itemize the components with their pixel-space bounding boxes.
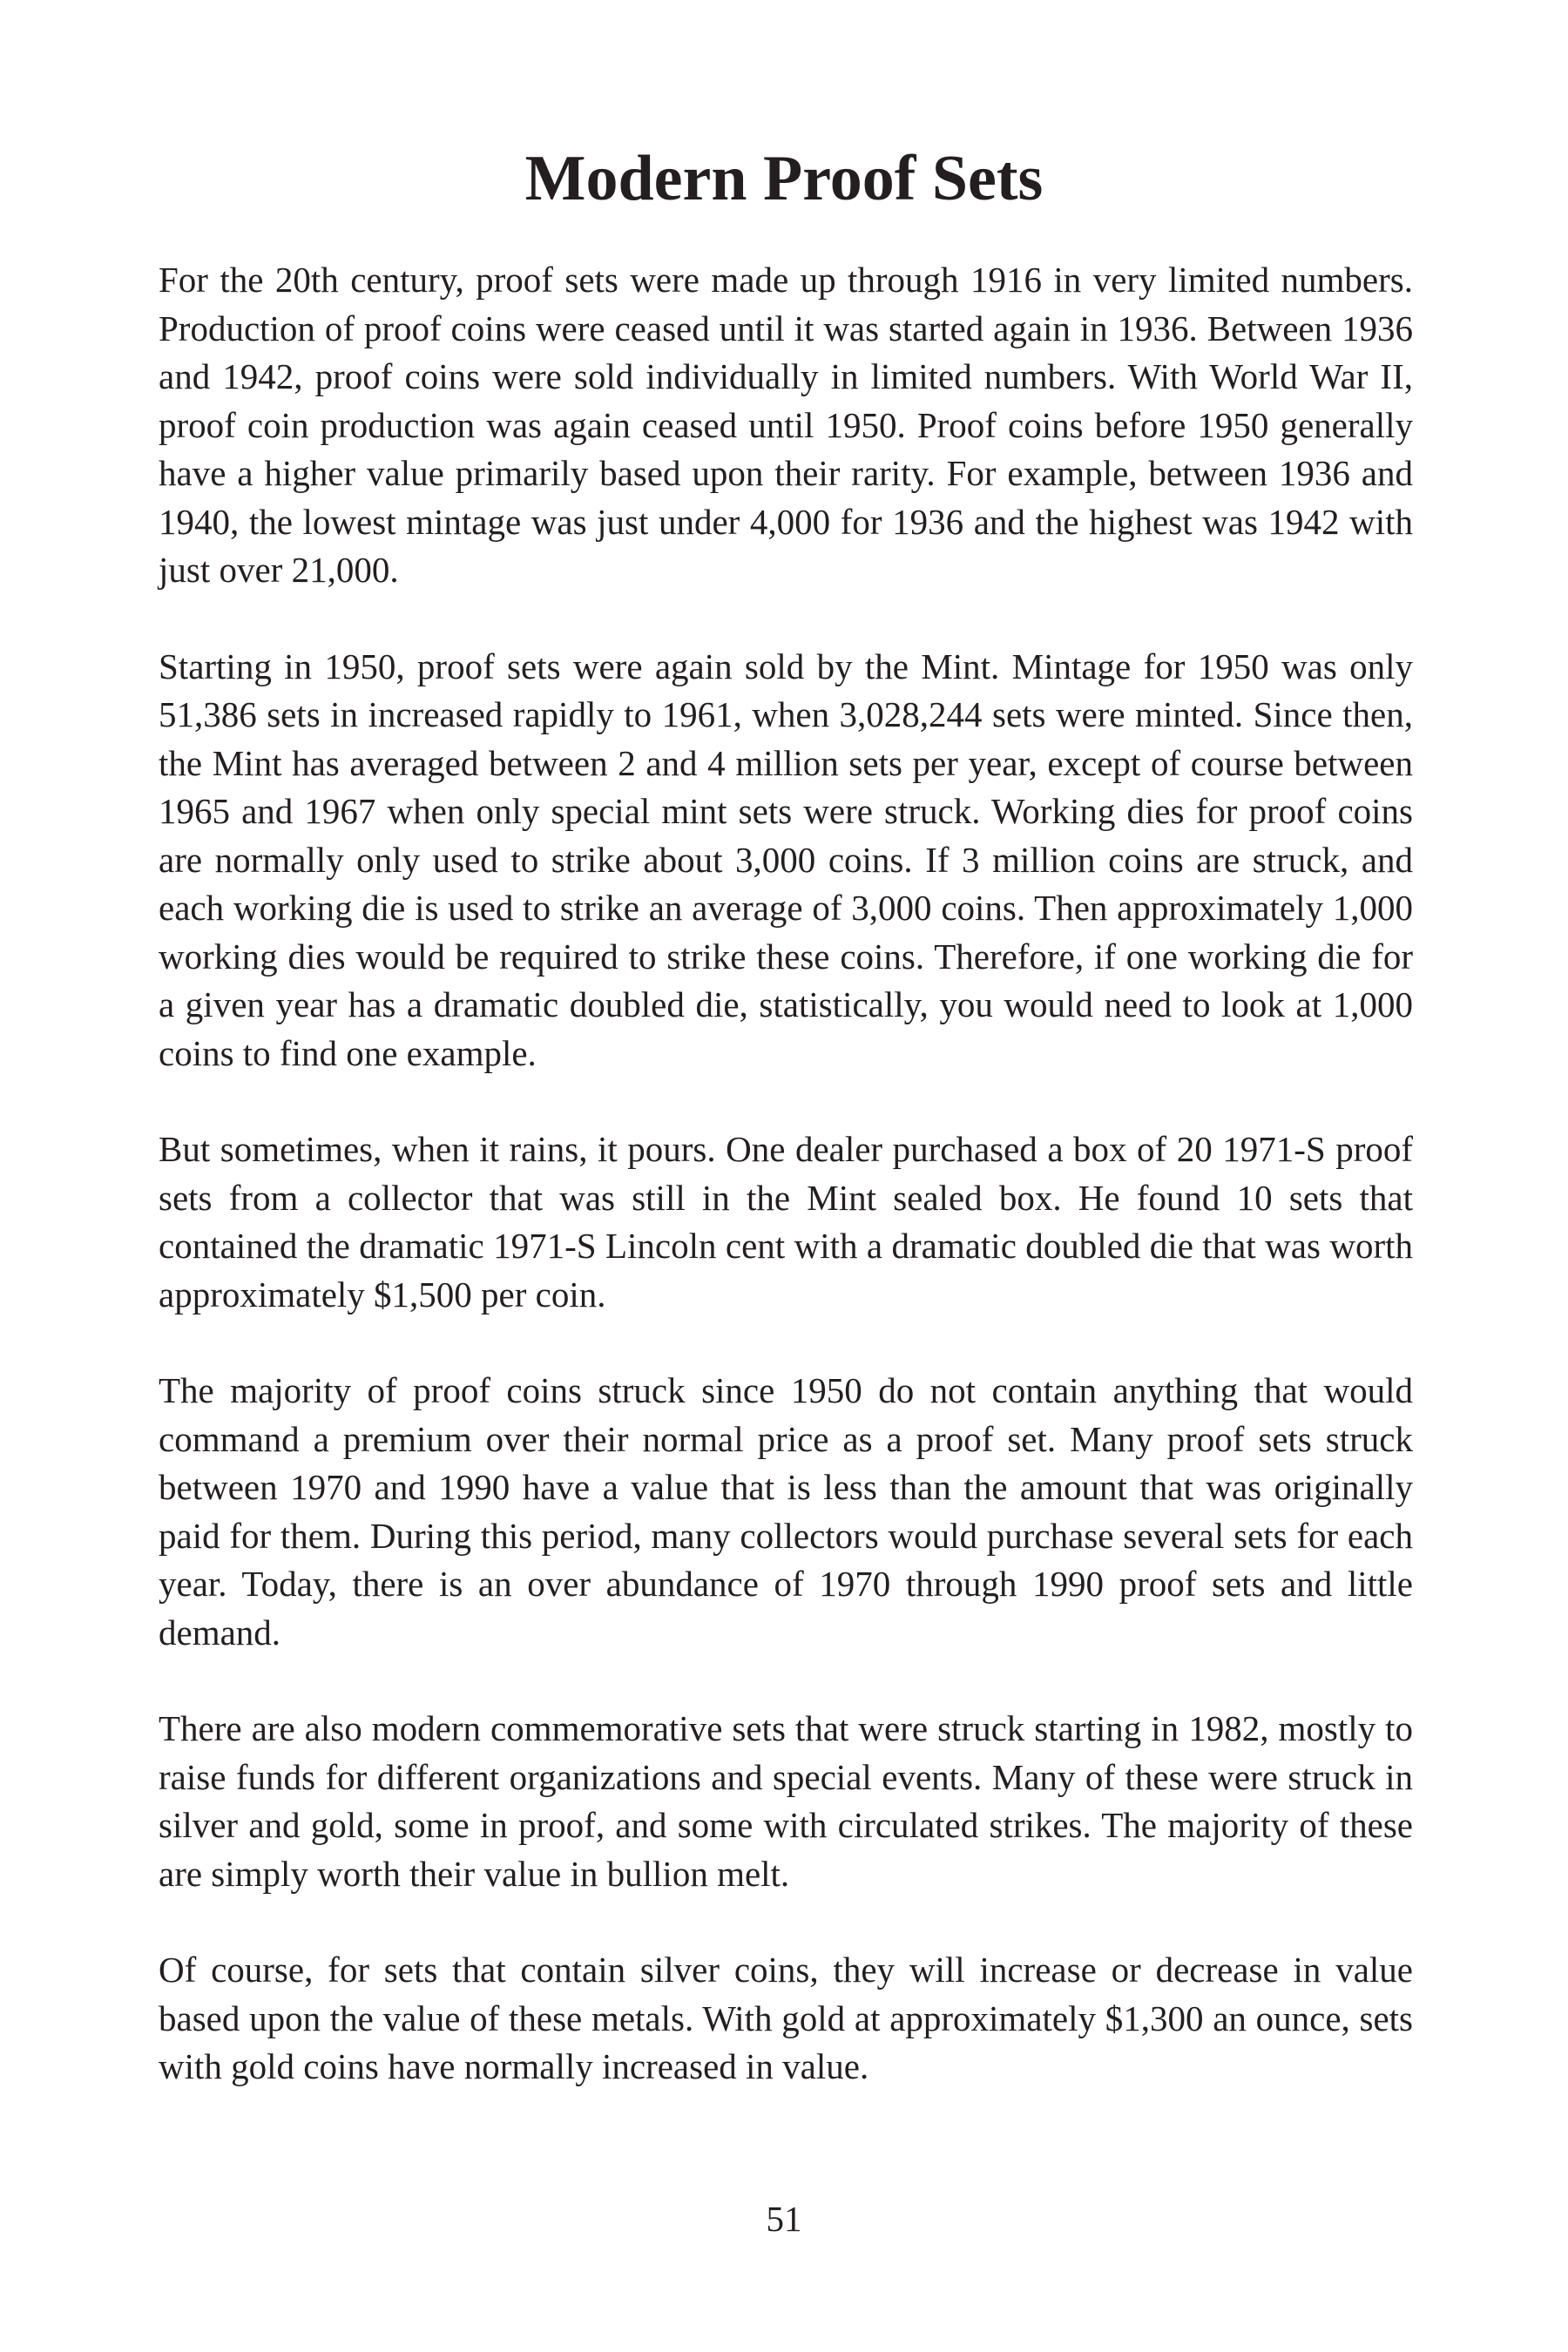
paragraph-1: For the 20th century, proof sets were made up through 1916 in very limited numbers. Production of proof coins were ceased until it was started again in 1936. Between 1936 and 1942, proof coins were sold individually in limited numbers. With World War II, proof coin production was again ceased until 1950. Proof coins before 1950 generally have a higher value primarily based upon their rarity. For example, between 1936 and 1940, the lowest mintage was just under 4,000 for 1936 and the highest was 1942 with just over 21,000. xyxy=(159,260,1413,590)
paragraph-5: There are also modern commemorative sets that were struck starting in 1982, mostly to raise funds for different organizations and special events. Many of these were struck in silver and gold, some in proof, and some with circulated strikes. The majority of these are simply worth their value in bullion melt. xyxy=(159,1708,1413,1894)
paragraph-3: But sometimes, when it rains, it pours. One dealer purchased a box of 20 1971-S proof sets from a collector that was still in the Mint sealed box. He found 10 sets that contained the dramatic 1971-S Lincoln cent with a dramatic doubled die that was worth approximately $1,500 per coin. xyxy=(159,1129,1413,1315)
paragraph-2: Starting in 1950, proof sets were again sold by the Mint. Mintage for 1950 was only 51,386 sets in increased rapidly to 1961, when 3,028,244 sets were minted. Since then, the Mint has averaged between 2 and 4 million sets per year, except of course between 1965 and 1967 when only special mint sets were struck. Working dies for proof coins are normally only used to strike about 3,000 coins. If 3 million coins are struck, and each working die is used to strike an average of 3,000 coins. Then approximately 1,000 working dies would be required to strike these coins. Therefore, if one working die for a given year has a dramatic doubled die, statistically, you would need to look at 1,000 coins to find one example. xyxy=(159,645,1413,1073)
paragraph-4: The majority of proof coins struck since 1950 do not contain anything that would command a premium over their normal price as a proof set. Many proof sets struck between 1970 and 1990 have a value that is less than the amount that was originally paid for them. During this period, many collectors would purchase several sets for each year. Today, there is an over abundance of 1970 through 1990 proof sets and little demand. xyxy=(159,1370,1413,1652)
paragraph-6: Of course, for sets that contain silver coins, they will increase or decrease in value based upon the value of these metals. With gold at approximately $1,300 an ounce, sets with gold coins have normally increased in value. xyxy=(159,1950,1413,2086)
page-title: Modern Proof Sets xyxy=(524,143,1044,214)
body-text xyxy=(159,256,1413,2139)
page-number: 51 xyxy=(766,2199,802,2239)
